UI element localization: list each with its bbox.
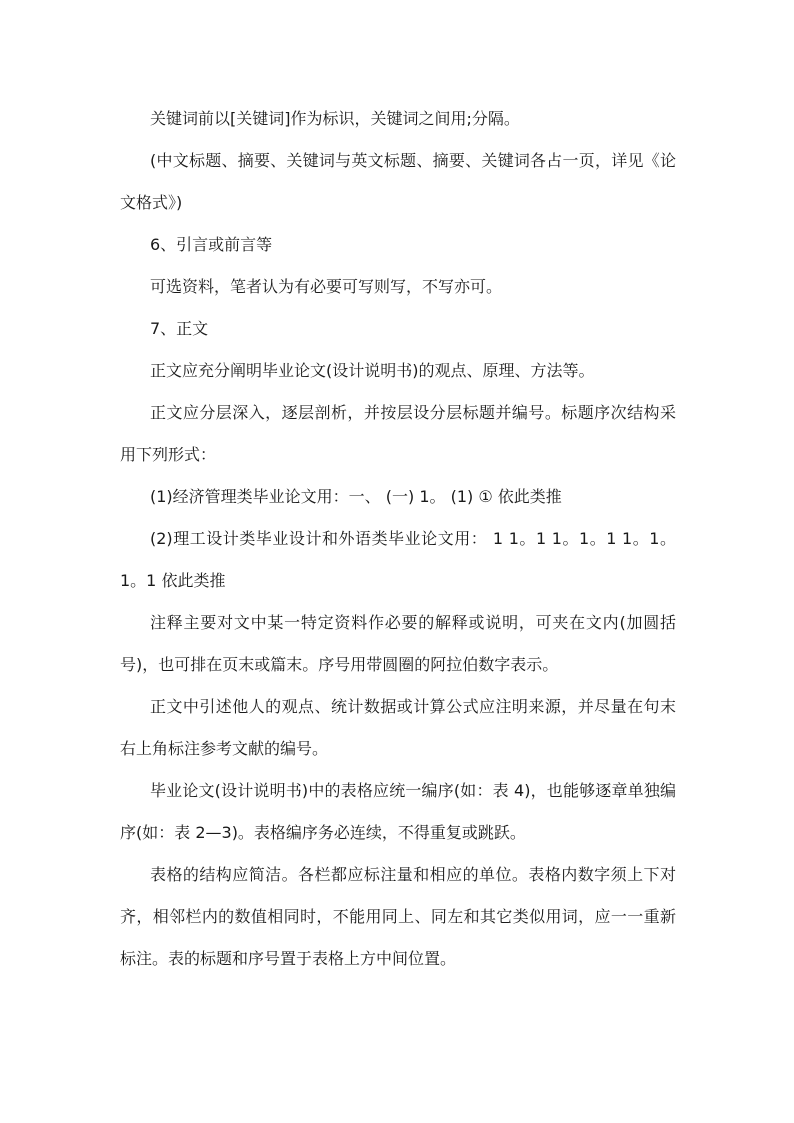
paragraph-table-structure: 表格的结构应简洁。各栏都应标注量和相应的单位。表格内数字须上下对齐，相邻栏内的数值相同时，不能用同上、同左和其它类似用词，应一一重新标注。表的标题和序号置于表格上方中间位置。 xyxy=(120,865,676,968)
paragraph-citations: 正文中引述他人的观点、统计数据或计算公式应注明来源，并尽量在句末右上角标注参考文献的编号。 xyxy=(120,697,676,758)
paragraph-heading-structure: 正文应分层深入，逐层剖析，并按层设分层标题并编号。标题序次结构采用下列形式： xyxy=(120,403,676,464)
section-heading-introduction: 6、引言或前言等 xyxy=(150,235,273,254)
paragraph-numbering-economics: (1)经济管理类毕业论文用：一、 (一) 1。 (1) ① 依此类推 xyxy=(150,487,562,506)
paragraph-numbering-engineering: (2)理工设计类毕业设计和外语类毕业论文用： 1 1。1 1。1。1 1。1。1。1 依此类推 xyxy=(120,529,676,590)
document-body xyxy=(120,98,676,980)
paragraph-main-text-content: 正文应充分阐明毕业论文(设计说明书)的观点、原理、方法等。 xyxy=(150,361,595,380)
paragraph-table-numbering: 毕业论文(设计说明书)中的表格应统一编序(如：表 4)，也能够逐章单独编序(如：表 2—3)。表格编序务必连续，不得重复或跳跃。 xyxy=(120,781,676,842)
paragraph-introduction-optional: 可选资料，笔者认为有必要可写则写，不写亦可。 xyxy=(150,277,503,296)
paragraph-keywords-separator: 关键词前以[关键词]作为标识，关键词之间用;分隔。 xyxy=(150,109,520,128)
paragraph-annotations: 注释主要对文中某一特定资料作必要的解释或说明，可夹在文内(加圆括号)，也可排在页末或篇末。序号用带圆圈的阿拉伯数字表示。 xyxy=(120,613,676,674)
paragraph-page-layout-note: (中文标题、摘要、关键词与英文标题、摘要、关键词各占一页，详见《论文格式》) xyxy=(120,151,676,212)
section-heading-main-text: 7、正文 xyxy=(150,319,209,338)
